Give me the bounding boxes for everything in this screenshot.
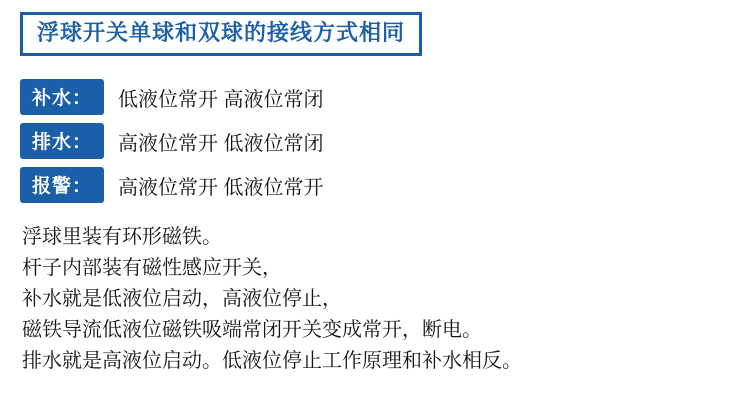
- tag-row-alarm: [20, 166, 324, 204]
- tag-description-supply: 低液位常开 高液位常闭: [118, 88, 324, 111]
- note-line: 浮球里装有环形磁铁。: [22, 226, 222, 248]
- tag-label-alarm: 报警：: [20, 167, 104, 203]
- tag-row-supply: [20, 78, 324, 116]
- tag-label-supply: 补水：: [20, 79, 104, 115]
- tag-description-drain: 高液位常开 低液位常闭: [118, 132, 324, 155]
- note-line: 杆子内部装有磁性感应开关，: [22, 257, 282, 279]
- notes-block: [22, 222, 732, 377]
- tag-label-drain: 排水：: [20, 123, 104, 159]
- title-box: [20, 12, 422, 56]
- page-title: 浮球开关单球和双球的接线方式相同: [37, 20, 406, 45]
- tag-description-alarm: 高液位常开 低液位常开: [118, 176, 324, 199]
- note-line: 补水就是低液位启动，高液位停止，: [22, 288, 342, 310]
- tag-row-list: [20, 78, 324, 210]
- tag-row-drain: [20, 122, 324, 160]
- note-line: 排水就是高液位启动。低液位停止工作原理和补水相反。: [22, 350, 522, 372]
- note-line: 磁铁导流低液位磁铁吸端常闭开关变成常开，断电。: [22, 319, 482, 341]
